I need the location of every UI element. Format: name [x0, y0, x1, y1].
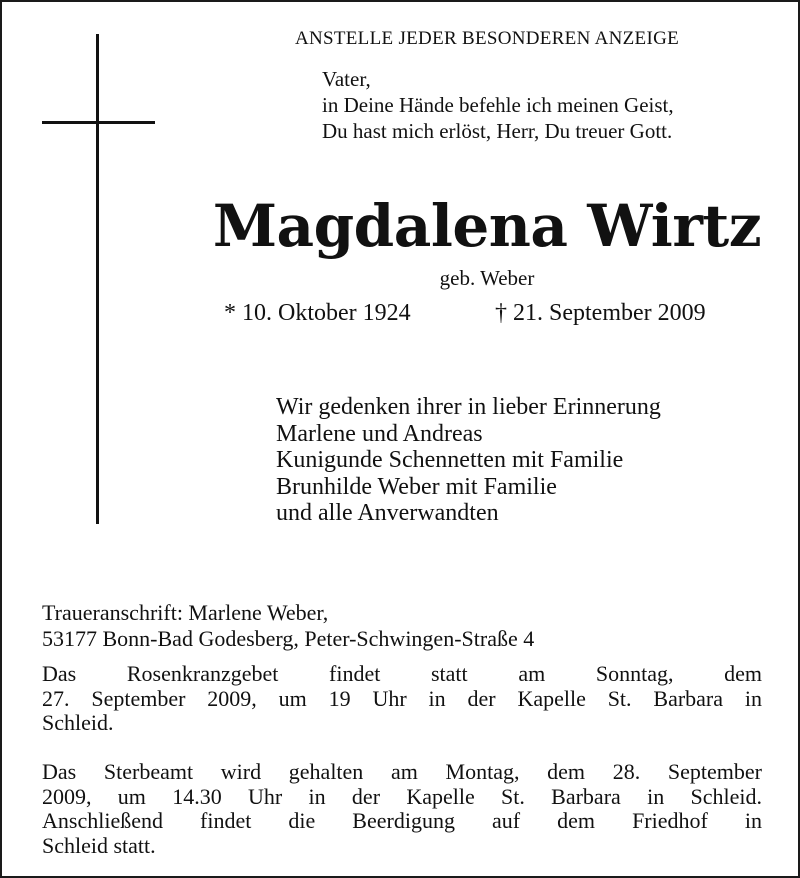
- paragraph-line: Das Rosenkranzgebet findet statt am Sonntag, dem: [42, 661, 762, 686]
- address-line: Traueranschrift: Marlene Weber,: [42, 600, 329, 625]
- mourners-list: [276, 394, 661, 527]
- birth-date: * 10. Oktober 1924: [224, 300, 411, 326]
- paragraph-line: Anschließend findet die Beerdigung auf dem Friedhof in: [42, 808, 762, 833]
- death-date: † 21. September 2009: [495, 300, 706, 326]
- notice-header: ANSTELLE JEDER BESONDEREN ANZEIGE: [294, 28, 680, 49]
- paragraph-line: 2009, um 14.30 Uhr in der Kapelle St. Barbara in Schleid.: [42, 783, 762, 809]
- mourner-line: Kunigunde Schennetten mit Familie: [276, 447, 624, 473]
- deceased-name: Magdalena Wirtz: [212, 192, 762, 260]
- paragraph-line: 27. September 2009, um 19 Uhr in der Kapelle St. Barbara in: [42, 685, 762, 711]
- bible-verse: [322, 66, 674, 144]
- verse-line: Du hast mich erlöst, Herr, Du treuer Gott.: [322, 119, 673, 143]
- mourner-line: und alle Anverwandten: [276, 500, 499, 526]
- verse-line: in Deine Hände befehle ich meinen Geist,: [322, 93, 674, 117]
- mourner-line: Brunhilde Weber mit Familie: [276, 473, 557, 500]
- cross-icon-horizontal-bar: [42, 121, 155, 124]
- mourner-line: Wir gedenken ihrer in lieber Erinnerung: [276, 394, 661, 420]
- mourner-line: Marlene und Andreas: [276, 420, 483, 447]
- funeral-paragraph: [42, 760, 762, 858]
- paragraph-line: Schleid statt.: [42, 832, 156, 858]
- cross-icon-vertical-bar: [96, 34, 99, 524]
- verse-line: Vater,: [322, 67, 371, 91]
- mourning-address: [42, 600, 534, 652]
- paragraph-line: Das Sterbeamt wird gehalten am Montag, dem 28. September: [42, 759, 762, 784]
- paragraph-line: Schleid.: [42, 710, 114, 735]
- maiden-name: geb. Weber: [439, 266, 535, 290]
- address-line: 53177 Bonn-Bad Godesberg, Peter-Schwingen-Straße 4: [42, 626, 535, 651]
- rosary-paragraph: [42, 662, 762, 736]
